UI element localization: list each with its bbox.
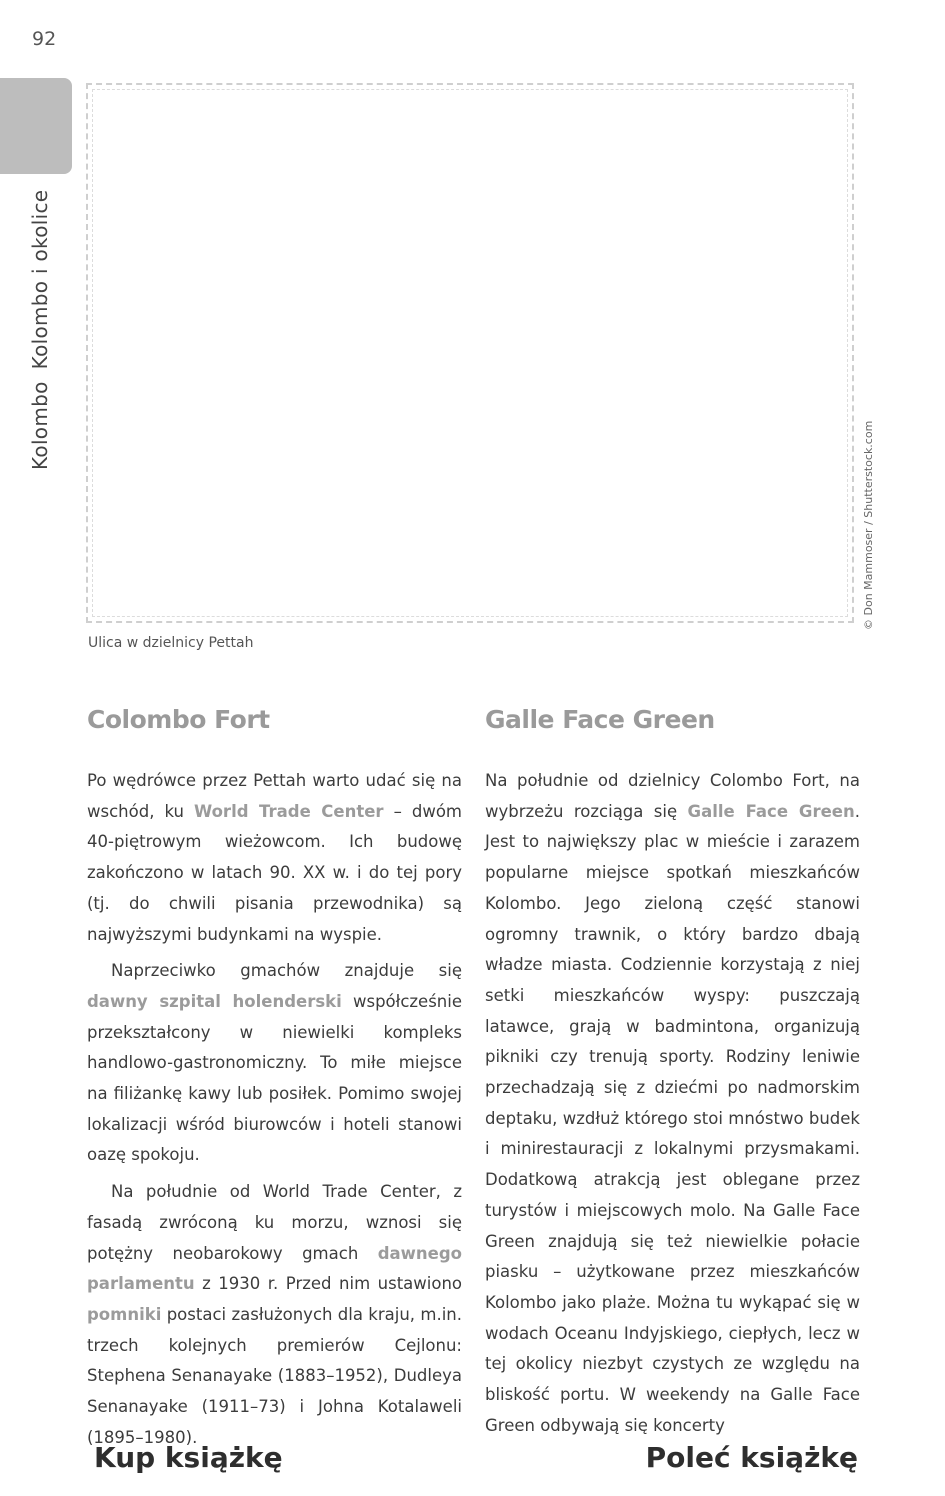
left-column	[87, 700, 462, 1459]
recommend-book-link[interactable]: Poleć książkę	[645, 1441, 858, 1474]
highlight-term: dawnego parlamentu	[87, 1243, 462, 1294]
heading-galle-face-green: Galle Face Green	[485, 705, 715, 734]
highlight-term: Galle Face Green	[687, 801, 855, 821]
paragraph: Na południe od World Trade Center, z fasadą zwróconą ku morzu, wznosi się potężny neobarokowy gmach dawnego parlamentu z 1930 r. Przed nim ustawiono pomniki postaci zasłużonych dla kraju, m.in. trzech kolejnych premierów Cejlonu: Stephena Senanayake (1883–1952), Dudleya Senanayake (1911–73) i Johna Kotalaweli (1895–1980).	[87, 1182, 462, 1447]
paragraph: Naprzeciwko gmachów znajduje się dawny szpital holenderski współcześnie przekształcony w niewielki kompleks handlowo-gastronomiczny. To miłe miejsce na filiżankę kawy lub posiłek. Pomimo swojej lokalizacji wśród biurowców i hoteli stanowi oazę spokoju.	[87, 961, 462, 1165]
right-column	[485, 700, 860, 1447]
chapter-side-label	[28, 190, 52, 470]
buy-book-link[interactable]: Kup książkę	[94, 1441, 283, 1474]
paragraph: Na południe od dzielnicy Colombo Fort, na wybrzeżu rozciąga się Galle Face Green. Jest to największy plac w mieście i zarazem popularne miejsce spotkań mieszkańców Kolombo. Jego zieloną część stanowi ogromny trawnik, o który bardzo dbają władze miasta. Codziennie korzystają z niej setki mieszkańców wyspy: puszczają latawce, grają w badmintona, organizują pikniki czy trenują sporty. Rodziny leniwie przechadzają się z dziećmi po nadmorskim deptaku, wzdłuż którego stoi mnóstwo budek i minirestauracji z lokalnymi przysmakami. Dodatkową atrakcją jest oblegane przez turystów i miejscowych molo. Na Galle Face Green znajdują się też niewielkie połacie piasku – użytkowane przez mieszkańców Kolombo jako plaże. Można tu wykąpać się w wodach Oceanu Indyjskiego, ciepłych, lecz w tej okolicy niezbyt czystych ze względu na bliskość portu. W weekendy na Galle Face Green odbywają się koncerty	[485, 771, 860, 1435]
photo-placeholder	[86, 83, 854, 623]
page-number: 92	[32, 28, 57, 50]
highlight-term: pomniki	[87, 1304, 162, 1324]
chapter-tab	[0, 78, 72, 174]
heading-colombo-fort: Colombo Fort	[87, 705, 270, 734]
photo-credit: © Don Mammoser / Shutterstock.com	[862, 420, 875, 630]
highlight-term: dawny szpital holenderski	[87, 991, 342, 1011]
photo-caption: Ulica w dzielnicy Pettah	[88, 635, 254, 651]
highlight-term: World Trade Center	[193, 801, 384, 821]
paragraph: Po wędrówce przez Pettah warto udać się na wschód, ku World Trade Center – dwóm 40-piętrowym wieżowcom. Ich budowę zakończono w latach 90. XX w. i do tej pory (tj. do chwili pisania przewodnika) są najwyższymi budynkami na wyspie.	[87, 771, 462, 944]
chapter-label: Kolombo i okolice	[28, 189, 52, 370]
section-label: Kolombo	[28, 381, 52, 470]
